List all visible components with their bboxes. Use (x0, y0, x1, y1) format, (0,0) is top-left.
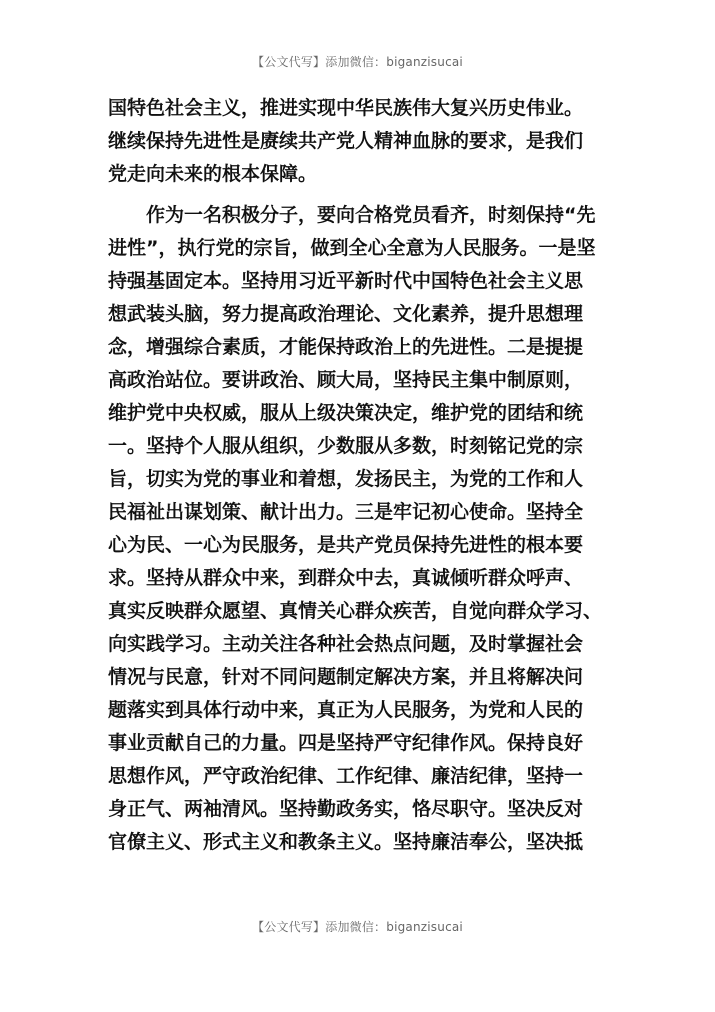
text-line: 继续保持先进性是赓续共产党人精神血脉的要求，是我们 (108, 130, 584, 152)
text-line: 旨，切实为党的事业和着想，发扬民主，为党的工作和人 (108, 468, 584, 490)
text-line: 高政治站位。要讲政治、顾大局，坚持民主集中制原则， (108, 369, 584, 391)
text-line: 情况与民意，针对不同问题制定解决方案，并且将解决问 (108, 666, 584, 688)
text-line: 念，增强综合素质，才能保持政治上的先进性。二是提提 (108, 336, 584, 358)
paragraph-spacer (108, 191, 618, 199)
document-body (108, 92, 618, 925)
text-line: 身正气、两袖清风。坚持勤政务实，恪尽职守。坚决反对 (108, 798, 584, 820)
text-line: 求。坚持从群众中来，到群众中去，真诚倾听群众呼声、 (108, 567, 584, 589)
text-line: 党走向未来的根本保障。 (108, 163, 318, 185)
text-line: 作为一名积极分子，要向合格党员看齐，时刻保持“先 (108, 204, 596, 226)
text-line: 思想作风，严守政治纪律、工作纪律、廉洁纪律，坚持一 (108, 765, 584, 787)
paragraph-1 (108, 92, 618, 191)
text-line (108, 859, 618, 892)
text-line: 真实反映群众愿望、真情关心群众疾苦，自觉向群众学习、 (108, 600, 603, 622)
page-footer-watermark: 【公文代写】添加微信：biganzisucai (252, 920, 463, 934)
text-line: 想武装头脑，努力提高政治理论、文化素养，提升思想理 (108, 303, 584, 325)
text-line: 持强基固定本。坚持用习近平新时代中国特色社会主义思 (108, 270, 584, 292)
text-line: 维护党中央权威，服从上级决策决定，维护党的团结和统 (108, 402, 584, 424)
text-line: 官僚主义、形式主义和教条主义。坚持廉洁奉公，坚决抵 (108, 831, 584, 853)
text-line: 题落实到具体行动中来，真正为人民服务，为党和人民的 (108, 699, 584, 721)
page-header-watermark: 【公文代写】添加微信：biganzisucai (252, 55, 463, 69)
text-line: 民福祉出谋划策、献计出力。三是牢记初心使命。坚持全 (108, 501, 584, 523)
text-line: 国特色社会主义，推进实现中华民族伟大复兴历史伟业。 (108, 97, 584, 119)
paragraph-2 (108, 199, 618, 925)
text-line: 一。坚持个人服从组织，少数服从多数，时刻铭记党的宗 (108, 435, 584, 457)
text-line: 进性”，执行党的宗旨，做到全心全意为人民服务。一是坚 (108, 237, 596, 259)
text-line: 事业贡献自己的力量。四是坚持严守纪律作风。保持良好 (108, 732, 584, 754)
text-line: 心为民、一心为民服务，是共产党员保持先进性的根本要 (108, 534, 584, 556)
text-line: 向实践学习。主动关注各种社会热点问题，及时掌握社会 (108, 633, 584, 655)
